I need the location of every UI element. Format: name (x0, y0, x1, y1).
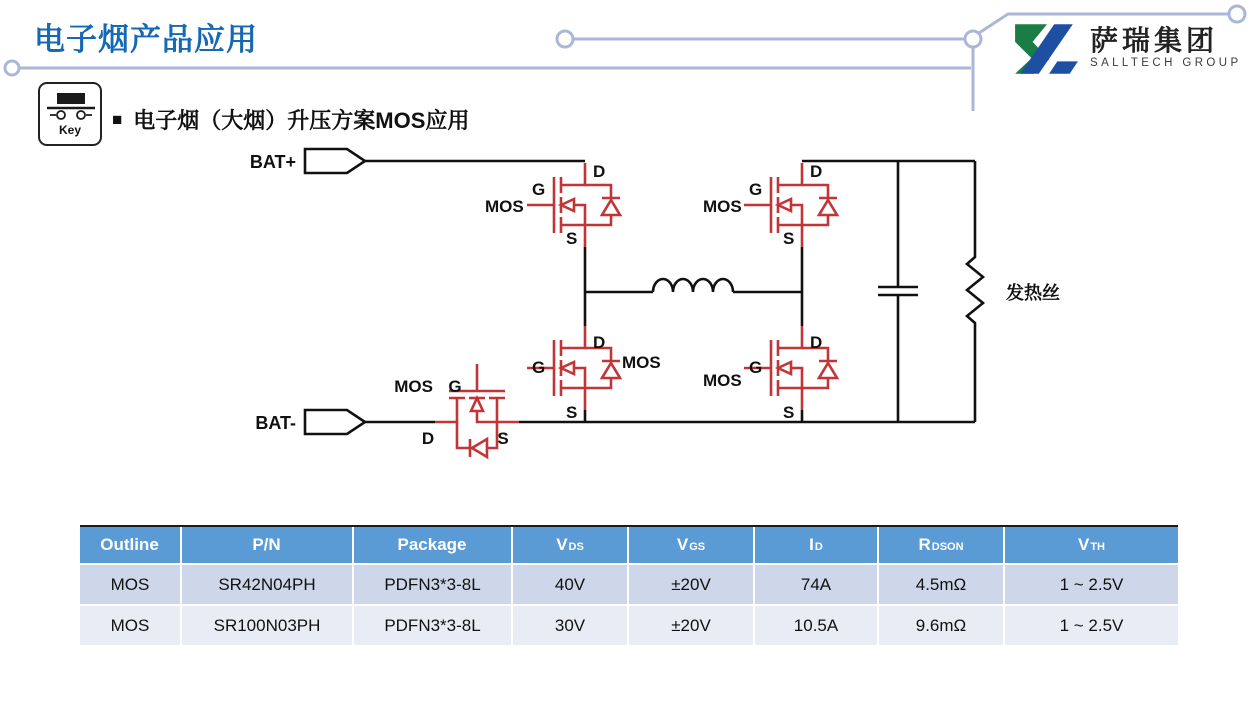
cell-vds: 30V (513, 606, 627, 645)
pin-label-g: G (749, 358, 763, 377)
header-sub: GS (689, 541, 706, 553)
pin-label-d: D (810, 333, 823, 352)
push-button-icon (40, 84, 100, 126)
logo-name-cn: 萨瑞集团 (1090, 24, 1219, 56)
mosfet-label: MOS (703, 371, 742, 390)
key-badge-label: Key (58, 123, 81, 137)
col-header-pn (182, 527, 352, 563)
header-sub: D (814, 541, 823, 553)
cell-package: PDFN3*3-8L (354, 565, 511, 604)
page-title: 电子烟产品应用 (34, 22, 258, 57)
section-heading (112, 104, 469, 135)
decor-circle-mid-left (557, 31, 573, 47)
cell-package: PDFN3*3-8L (354, 606, 511, 645)
inductor-symbol (653, 279, 733, 292)
header-text: V (1077, 535, 1090, 554)
cell-pn: SR42N04PH (182, 565, 352, 604)
pin-label-s: S (783, 403, 795, 422)
header-text: R (918, 535, 931, 554)
cell-rdson: 9.6mΩ (879, 606, 1003, 645)
decor-circle-left (5, 61, 19, 75)
heading-bullet: ■ (112, 110, 123, 129)
pin-label-d: D (421, 429, 435, 448)
company-logo (1012, 20, 1242, 76)
boost-circuit-schematic (0, 140, 1257, 475)
cell-id: 74A (755, 565, 877, 604)
col-header-id (755, 527, 877, 563)
bat-minus-terminal (305, 410, 365, 434)
header-text: V (676, 535, 689, 554)
col-header-vds (513, 527, 627, 563)
header-sub: DS (568, 541, 584, 553)
cell-vgs: ±20V (629, 565, 753, 604)
mosfet-label: MOS (394, 377, 433, 396)
decor-circle-mid-right (965, 31, 981, 47)
pin-label-d: D (593, 333, 606, 352)
header-text: P/N (252, 535, 281, 554)
header-text: Outline (100, 535, 159, 554)
col-header-vth (1005, 527, 1178, 563)
header-sub: TH (1090, 541, 1105, 553)
header-text: Package (397, 535, 467, 554)
logo-name-en: SALLTECH GROUP (1090, 56, 1242, 69)
cell-outline: MOS (80, 606, 180, 645)
mosfet-label: MOS (622, 353, 661, 372)
cell-id: 10.5A (755, 606, 877, 645)
logo-mark-icon (1012, 20, 1080, 76)
pin-label-s: S (566, 229, 578, 248)
header-text: I (809, 535, 814, 554)
mosfet-label: MOS (703, 197, 742, 216)
cell-vgs: ±20V (629, 606, 753, 645)
col-header-vgs (629, 527, 753, 563)
logo-text (1090, 24, 1242, 70)
heater-label: 发热丝 (1006, 283, 1060, 303)
header-sub: DSON (931, 541, 964, 553)
cell-pn: SR100N03PH (182, 606, 352, 645)
capacitor-symbol (878, 161, 918, 422)
col-header-rdson (879, 527, 1003, 563)
pin-label-g: G (749, 180, 763, 199)
cell-vth: 1 ~ 2.5V (1005, 565, 1178, 604)
pin-label-s: S (497, 429, 509, 448)
bat-plus-terminal (305, 149, 365, 173)
pin-label-d: D (810, 162, 823, 181)
heater-resistor-symbol (967, 161, 983, 422)
cell-vds: 40V (513, 565, 627, 604)
bat-minus-label: BAT- (255, 413, 296, 433)
pin-label-d: D (593, 162, 606, 181)
cell-vth: 1 ~ 2.5V (1005, 606, 1178, 645)
cell-outline: MOS (80, 565, 180, 604)
pin-label-g: G (532, 358, 546, 377)
cell-rdson: 4.5mΩ (879, 565, 1003, 604)
bat-plus-label: BAT+ (249, 152, 296, 172)
pin-label-g: G (448, 377, 462, 396)
header-text: V (556, 535, 568, 554)
pin-label-s: S (566, 403, 578, 422)
col-header-package (354, 527, 511, 563)
heading-text: 电子烟（大烟）升压方案MOS应用 (133, 108, 470, 133)
mosfet-label: MOS (485, 197, 524, 216)
mos-spec-table (80, 525, 1178, 645)
col-header-outline (80, 527, 180, 563)
pin-label-g: G (532, 180, 546, 199)
key-badge (38, 82, 102, 146)
pin-label-s: S (783, 229, 795, 248)
